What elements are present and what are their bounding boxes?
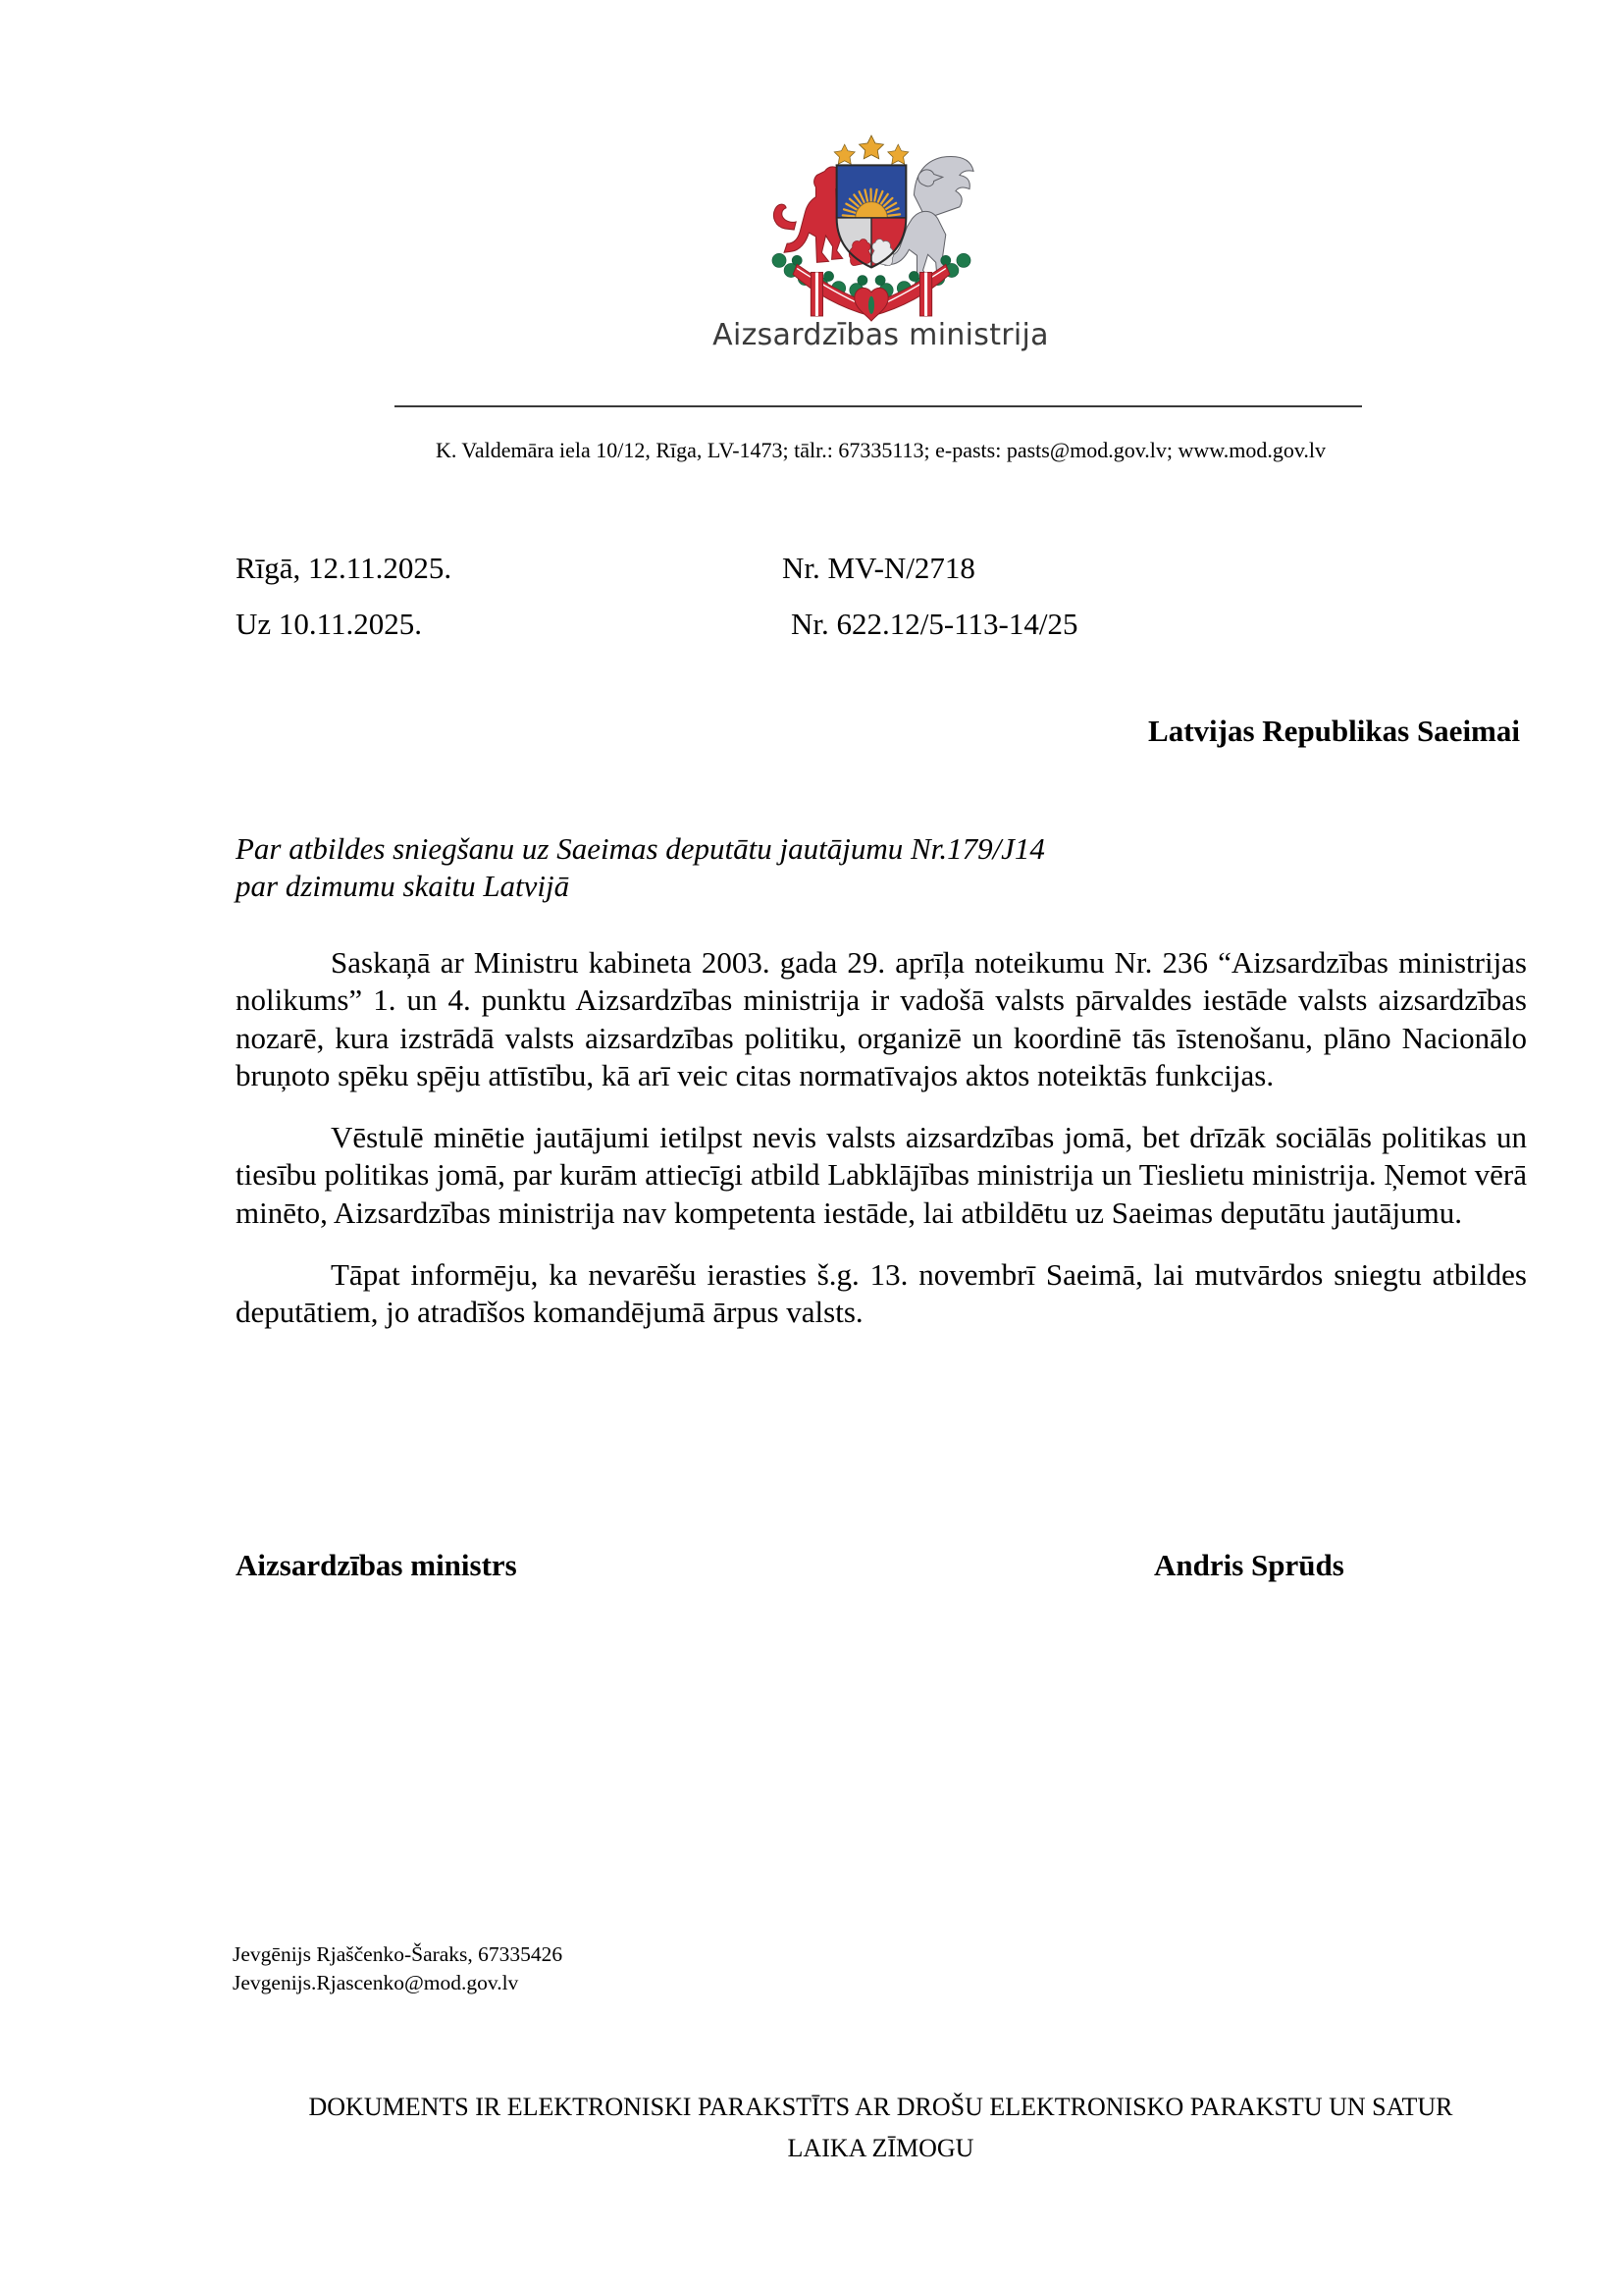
outgoing-number: Nr. MV-N/2718 (782, 551, 975, 585)
body-paragraph: Vēstulē minētie jautājumi ietilpst nevis valsts aizsardzības jomā, bet drīzāk sociālās politikas un tiesību politikas jomā, par kurām attiecīgi atbild Labklājības ministrija un Tieslietu ministrija. Ņemot vērā minēto, Aizsardzības ministrija nav kompetenta iestāde, lai atbildētu uz Saeimas deputātu jautājumu. (236, 1120, 1527, 1230)
signature-row (236, 1548, 1526, 1587)
signer-name: Andris Sprūds (1154, 1548, 1344, 1582)
lion-supporter-icon (773, 167, 843, 263)
signer-title: Aizsardzības ministrs (236, 1548, 517, 1582)
latvia-coat-of-arms-icon (766, 133, 976, 322)
stars-icon (834, 135, 909, 164)
body-paragraph: Tāpat informēju, ka nevarēšu ierasties š.g. 13. novembrī Saeimā, lai mutvārdos sniegtu atbildes deputātiem, jo atradīšos komandējumā ārpus valsts. (236, 1257, 1527, 1330)
recipient-name: Latvijas Republikas Saeimai (1148, 714, 1520, 748)
contact-email: Jevgenijs.Rjascenko@mod.gov.lv (233, 1971, 519, 1994)
letter-body (236, 944, 1527, 1356)
reference-row (236, 550, 1526, 587)
body-paragraph: Saskaņā ar Ministru kabineta 2003. gada 29. aprīļa noteikumu Nr. 236 “Aizsardzības ministrijas nolikums” 1. un 4. punktu Aizsardzības ministrija ir vadošā valsts pārvaldes iestāde valsts aizsardzības nozarē, kura izstrādā valsts aizsardzības politiku, organizē un koordinē tās īstenošanu, plāno Nacionālo bruņoto spēku spēju attīstību, kā arī veic citas normatīvajos aktos noteiktās funkcijas. (236, 945, 1527, 1092)
subject-line-2: par dzimumu skaitu Latvijā (236, 869, 570, 903)
e-signature-notice (236, 2087, 1526, 2169)
ministry-address-line: K. Valdemāra iela 10/12, Rīga, LV-1473; tālr.: 67335113; e-pasts: pasts@mod.gov.lv; www.mod.gov.lv (435, 438, 1327, 462)
e-signature-notice-line-2: LAIKA ZĪMOGU (787, 2134, 974, 2162)
ministry-name: Aizsardzības ministrija (712, 318, 1049, 352)
header-divider (394, 405, 1362, 407)
shield-icon (837, 165, 907, 267)
subject-line-1: Par atbildes sniegšanu uz Saeimas deputātu jautājumu Nr.179/J14 (236, 831, 1045, 866)
place-date: Rīgā, 12.11.2025. (236, 551, 452, 585)
reference-row (236, 606, 1526, 643)
contact-person: Jevgēnijs Rjaščenko-Šaraks, 67335426 (233, 1942, 563, 1966)
reply-to-date: Uz 10.11.2025. (236, 607, 422, 641)
contact-block (233, 1940, 562, 1997)
ribbon-icon (793, 264, 950, 321)
incoming-number: Nr. 622.12/5-113-14/25 (791, 607, 1078, 641)
reference-block (236, 550, 1526, 643)
subject-block (236, 830, 1217, 905)
e-signature-notice-line-1: DOKUMENTS IR ELEKTRONISKI PARAKSTĪTS AR DROŠU ELEKTRONISKO PARAKSTU UN SATUR (308, 2093, 1453, 2121)
